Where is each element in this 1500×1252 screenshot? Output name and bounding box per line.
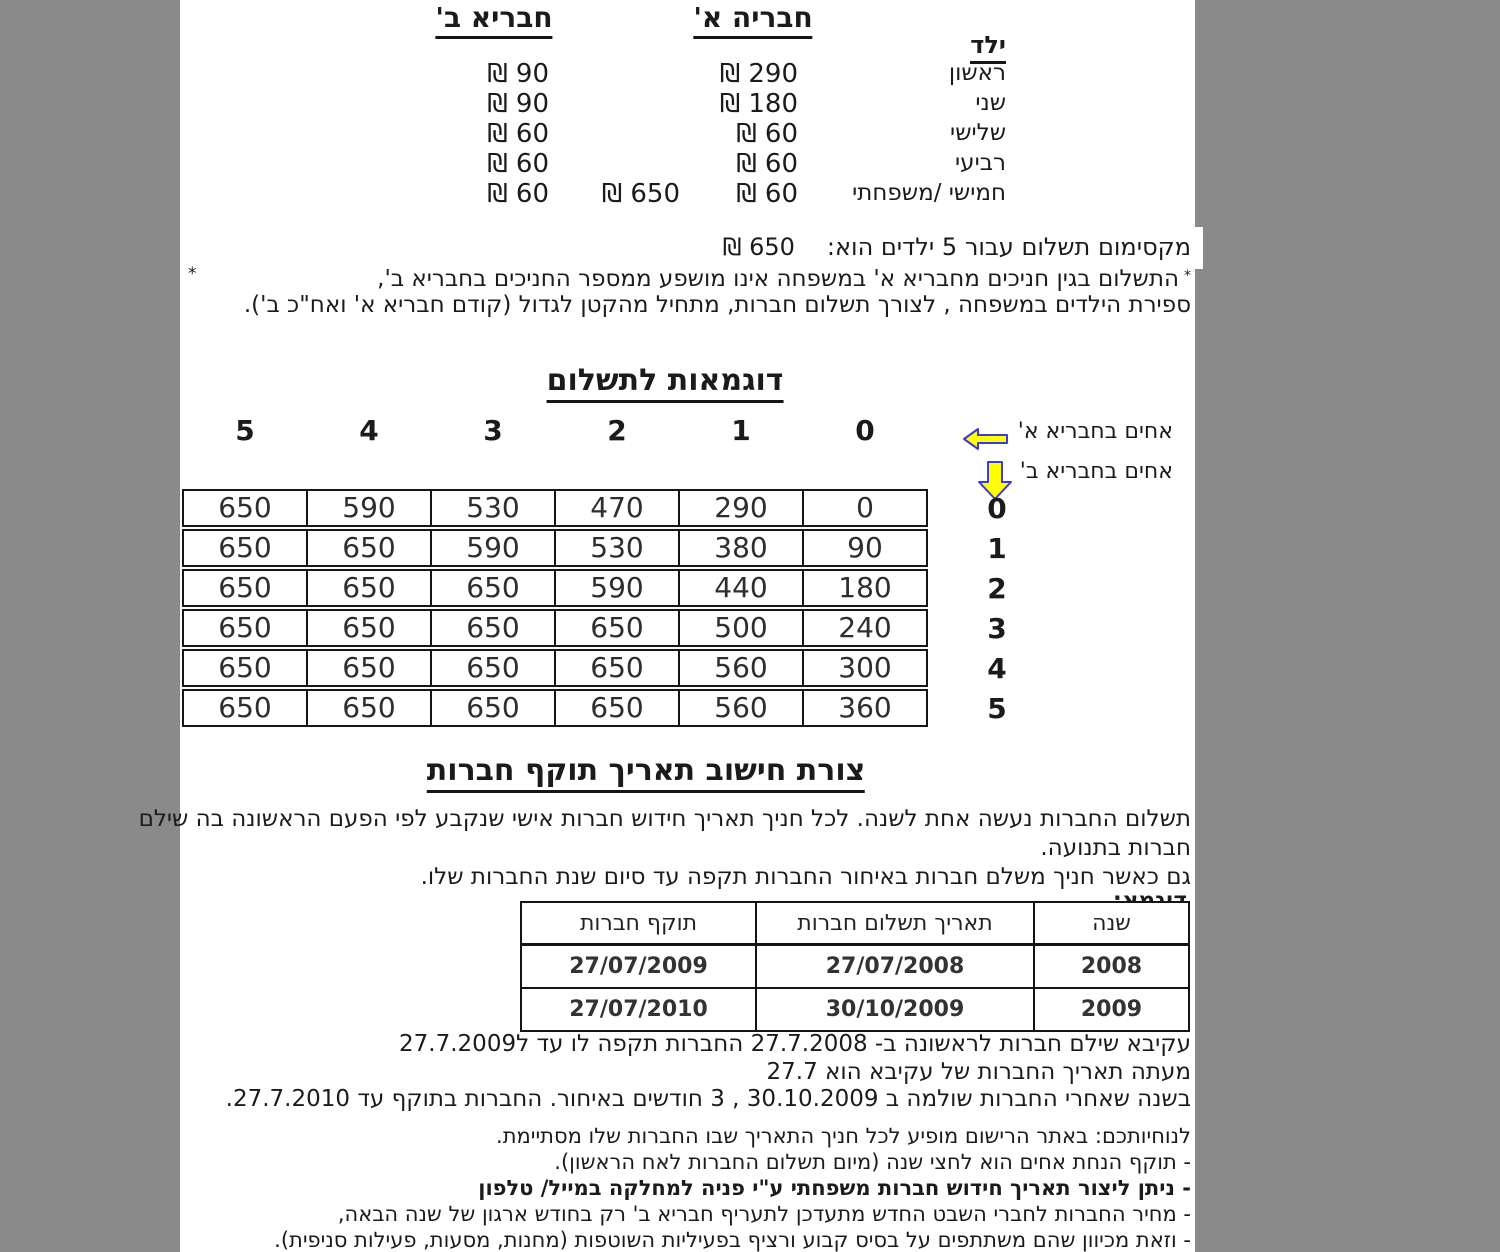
matrix-col-header: 0 bbox=[855, 414, 875, 447]
fee-a-value: ₪ 60 bbox=[736, 119, 798, 149]
valid-cell: 27/07/2010 bbox=[521, 988, 756, 1031]
fee-b-value: ₪ 90 bbox=[487, 59, 549, 89]
year-column-header: שנה bbox=[1034, 902, 1189, 945]
fees-footnote-line1: *התשלום בגין חניכים מחבריא א' במשפחה אינו מושפע ממספר החניכים בחבריא ב', bbox=[377, 266, 1191, 292]
fee-a-value: ₪ 290 bbox=[719, 59, 798, 89]
table-row bbox=[521, 945, 1189, 989]
col-axis-label: אחים בחבריא א' bbox=[1017, 419, 1173, 444]
matrix-cell: 500 bbox=[680, 611, 804, 645]
footer-bullet: - וזאת מכיוון שהם משתתפים על בסיס קבוע ורציף בפעיליות השוטפות (מחנות, מסעות, פעילות סניפית). bbox=[274, 1228, 1191, 1252]
matrix-cell: 240 bbox=[838, 611, 892, 644]
validity-paragraph-line2: חברות בתנועה. bbox=[1040, 835, 1191, 861]
valid-cell: 27/07/2009 bbox=[521, 945, 756, 989]
matrix-cell: 0 bbox=[856, 491, 874, 524]
matrix-row bbox=[182, 649, 928, 687]
fee-b-value: ₪ 60 bbox=[487, 149, 549, 179]
fee-row-label: רביעי bbox=[955, 150, 1006, 176]
matrix-cell: 530 bbox=[432, 491, 556, 525]
table-row bbox=[521, 988, 1189, 1031]
matrix-cell: 650 bbox=[308, 691, 432, 725]
matrix-cell: 650 bbox=[308, 531, 432, 565]
matrix-cell: 560 bbox=[680, 651, 804, 685]
validity-note-line2: מעתה תאריך החברות של עקיבא הוא 27.7 bbox=[766, 1059, 1191, 1085]
matrix-cell: 560 bbox=[680, 691, 804, 725]
fee-a-value: ₪ 60 bbox=[736, 149, 798, 179]
matrix-row-header: 1 bbox=[987, 532, 1007, 565]
matrix-cell: 650 bbox=[184, 651, 308, 685]
footer-bullet: - תוקף הנחת אחים הוא לחצי שנה (מיום תשלום החברות לאח הראשון). bbox=[554, 1150, 1191, 1174]
matrix-cell: 650 bbox=[432, 611, 556, 645]
matrix-cell: 650 bbox=[184, 571, 308, 605]
matrix-cell: 650 bbox=[556, 691, 680, 725]
paid-cell: 30/10/2009 bbox=[756, 988, 1034, 1031]
matrix-row-header: 5 bbox=[987, 692, 1007, 725]
matrix-cell: 650 bbox=[184, 611, 308, 645]
fee-row bbox=[180, 90, 1195, 120]
matrix-cell: 360 bbox=[838, 691, 892, 724]
fee-row-label: ראשון bbox=[948, 60, 1006, 86]
left-arrow-icon bbox=[962, 427, 1008, 451]
validity-paragraph-line1: תשלום החברות נעשה אחת לשנה. לכל חניך תאריך חידוש חברות אישי שנקבע לפי הפעם הראשונה בה שילם bbox=[138, 806, 1191, 832]
matrix-row bbox=[182, 489, 928, 527]
max-payment-label: מקסימום תשלום עבור 5 ילדים הוא: bbox=[826, 233, 1191, 261]
stray-asterisk-mark: * bbox=[188, 264, 197, 284]
matrix-row bbox=[182, 569, 928, 607]
matrix-row-header: 3 bbox=[987, 612, 1007, 645]
matrix-cell: 530 bbox=[556, 531, 680, 565]
validity-paragraph-line3: גם כאשר חניך משלם חברות באיחור החברות תקפה עד סיום שנת החברות שלו. bbox=[420, 864, 1191, 890]
fee-a-value: ₪ 180 bbox=[719, 89, 798, 119]
fee-row-label: שני bbox=[975, 90, 1006, 116]
matrix-cell: 650 bbox=[184, 691, 308, 725]
scan-artifact-notch bbox=[1195, 227, 1203, 269]
matrix-cell: 180 bbox=[838, 571, 892, 604]
fee-row bbox=[180, 120, 1195, 150]
matrix-cell: 650 bbox=[432, 571, 556, 605]
max-payment-note bbox=[723, 234, 1191, 261]
matrix-row-header: 2 bbox=[987, 572, 1007, 605]
max-payment-value: ₪ 650 bbox=[722, 233, 795, 261]
paid-column-header: תאריך תשלום חברות bbox=[756, 902, 1034, 945]
matrix-cell: 650 bbox=[556, 611, 680, 645]
examples-title: דוגמאות לתשלום bbox=[547, 364, 784, 398]
fee-col-b-header: חבריא ב' bbox=[435, 2, 552, 33]
validity-example-table bbox=[520, 901, 1190, 1032]
matrix-col-header: 1 bbox=[731, 414, 751, 447]
fee-a-value: ₪ 60 bbox=[736, 179, 798, 209]
matrix-cell: 650 bbox=[308, 611, 432, 645]
fee-row bbox=[180, 60, 1195, 90]
matrix-cell: 440 bbox=[680, 571, 804, 605]
fee-row-label: שלישי bbox=[950, 120, 1006, 146]
matrix-row bbox=[182, 609, 928, 647]
matrix-col-header: 5 bbox=[235, 414, 255, 447]
matrix-cell: 590 bbox=[308, 491, 432, 525]
matrix-row-header: 4 bbox=[987, 652, 1007, 685]
validity-note-line3: בשנה שאחרי החברות שולמה ב 30.10.2009 , 3 חודשים באיחור. החברות בתוקף עד 27.7.2010. bbox=[225, 1086, 1191, 1112]
fee-family-max-value: ₪ 650 bbox=[601, 179, 680, 209]
fee-child-header: ילד bbox=[970, 32, 1006, 59]
fee-row bbox=[180, 180, 1195, 210]
matrix-cell: 650 bbox=[184, 491, 308, 525]
footnote-asterisk: * bbox=[1184, 268, 1191, 284]
fee-b-value: ₪ 60 bbox=[487, 119, 549, 149]
matrix-col-header: 4 bbox=[359, 414, 379, 447]
matrix-cell: 650 bbox=[184, 531, 308, 565]
document bbox=[138, 0, 1195, 1252]
matrix-cell: 650 bbox=[308, 651, 432, 685]
fee-b-value: ₪ 90 bbox=[487, 89, 549, 119]
matrix-col-header: 3 bbox=[483, 414, 503, 447]
matrix-cell: 650 bbox=[308, 571, 432, 605]
matrix-cell: 590 bbox=[556, 571, 680, 605]
fee-row bbox=[180, 150, 1195, 180]
footer-intro: לנוחיותכם: באתר הרישום מופיע לכל חניך התאריך שבו החברות שלו מסתיימת. bbox=[496, 1124, 1191, 1148]
table-header-row bbox=[521, 902, 1189, 945]
matrix-row-header: 0 bbox=[987, 492, 1007, 525]
matrix-cell: 470 bbox=[556, 491, 680, 525]
payment-matrix bbox=[182, 489, 928, 729]
matrix-cell: 380 bbox=[680, 531, 804, 565]
valid-column-header: תוקף חברות bbox=[521, 902, 756, 945]
year-cell: 2008 bbox=[1034, 945, 1189, 989]
matrix-row bbox=[182, 529, 928, 567]
fees-footnote-line2: ספירת הילדים במשפחה , לצורך תשלום חברות, מתחיל מהקטן לגדול (קודם חבריא א' ואח"כ ב'). bbox=[243, 292, 1191, 318]
validity-title: צורת חישוב תאריך תוקף חברות bbox=[427, 754, 865, 788]
fee-b-value: ₪ 60 bbox=[487, 179, 549, 209]
matrix-cell: 290 bbox=[680, 491, 804, 525]
matrix-cell: 650 bbox=[556, 651, 680, 685]
row-axis-label: אחים בחבריא ב' bbox=[1019, 459, 1173, 484]
validity-note-line1: עקיבא שילם חברות לראשונה ב- 27.7.2008 החברות תקפה לו עד ל27.7.2009 bbox=[399, 1031, 1191, 1057]
matrix-cell: 90 bbox=[847, 531, 883, 564]
matrix-cell: 650 bbox=[432, 651, 556, 685]
matrix-cell: 590 bbox=[432, 531, 556, 565]
matrix-row bbox=[182, 689, 928, 727]
year-cell: 2009 bbox=[1034, 988, 1189, 1031]
matrix-col-header: 2 bbox=[607, 414, 627, 447]
footer-bullet-bold: - ניתן ליצור תאריך חידוש חברות משפחתי ע"י פניה למחלקה במייל/ טלפון bbox=[478, 1176, 1191, 1200]
paid-cell: 27/07/2008 bbox=[756, 945, 1034, 989]
matrix-cell: 650 bbox=[432, 691, 556, 725]
fee-col-a-header: חבריה א' bbox=[693, 2, 812, 33]
fee-row-label: חמישי /משפחתי bbox=[852, 180, 1006, 206]
matrix-cell: 300 bbox=[838, 651, 892, 684]
footer-bullet: - מחיר החברות לחברי השבט החדש מתעדכן לתעריף חבריא ב' רק בחודש ארגון של שנה הבאה, bbox=[337, 1202, 1191, 1226]
